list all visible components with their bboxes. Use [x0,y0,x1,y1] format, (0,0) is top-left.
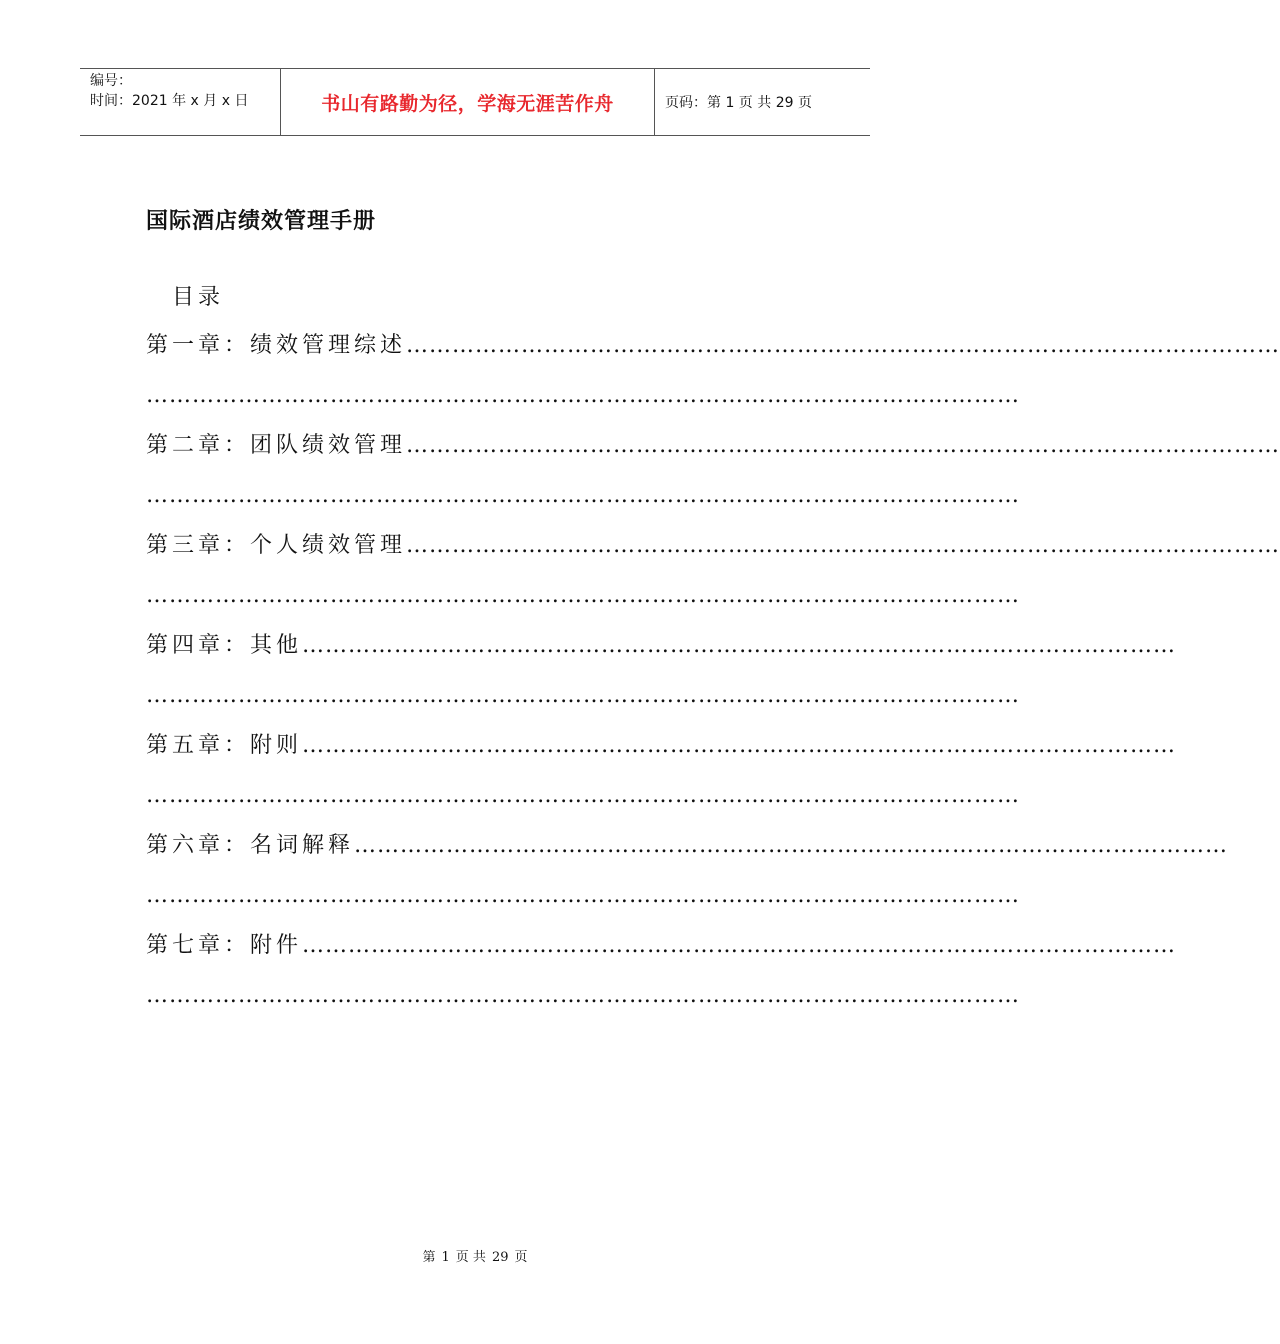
toc-leader-dots: …………………………………………………………………………………………………… [302,633,1177,658]
page-header [80,68,870,136]
toc-entry-chapter-3[interactable] [146,526,1280,626]
toc-heading: 目录 [172,285,225,310]
header-page-info: 页码：第 1 页 共 29 页 [665,95,812,111]
footer-page-suffix: 页 [514,1250,528,1265]
toc-leader-dots: …………………………………………………………………………………………………… [146,883,1020,908]
toc-entry-chapter-6[interactable] [146,826,1229,926]
toc-label: 第二章：团队绩效管理 [146,433,407,458]
toc-leader-dots: …………………………………………………………………………………………………… [146,483,1020,508]
footer-page-mid: 页 共 [455,1250,486,1265]
header-motto: 书山有路勤为径，学海无涯苦作舟 [321,92,614,115]
toc-leader-dots: …………………………………………………………………………………………………… [302,933,1177,958]
toc-label: 第一章：绩效管理综述 [146,333,407,358]
table-of-contents [146,326,1280,1026]
toc-entry-chapter-4[interactable] [146,626,1177,726]
toc-entry-chapter-7[interactable] [146,926,1177,1026]
toc-leader-dots: …………………………………………………………………………………………………… [302,733,1177,758]
header-meta-cell [80,69,281,135]
toc-entry-chapter-1[interactable] [146,326,1280,426]
toc-leader-dots: …………………………………………………………………………………………………… [146,383,1020,408]
toc-leader-dots: …………………………………………………………………………………………………… [146,683,1020,708]
toc-leader-dots: …………………………………………………………………………………………………… [146,783,1020,808]
toc-label: 第六章：名词解释 [146,833,355,858]
toc-label: 第四章：其他 [146,633,303,658]
footer-page-number: 1 [441,1250,450,1265]
toc-label: 第五章：附则 [146,733,303,758]
toc-leader-dots: …………………………………………………………………………………………………… [406,433,1280,458]
toc-entry-chapter-5[interactable] [146,726,1177,826]
document-number-label: 编号： [90,73,132,89]
toc-label: 第三章：个人绩效管理 [146,533,407,558]
toc-leader-dots: …………………………………………………………………………………………………… [146,583,1020,608]
document-time-label: 时间：2021 年 x 月 x 日 [90,93,249,109]
toc-entry-chapter-2[interactable] [146,426,1280,526]
toc-label: 第七章：附件 [146,933,303,958]
toc-leader-dots: …………………………………………………………………………………………………… [406,533,1280,558]
page-footer [0,1246,950,1265]
toc-leader-dots: …………………………………………………………………………………………………… [146,983,1020,1008]
header-motto-cell [281,69,655,135]
header-page-cell [655,69,870,135]
toc-leader-dots: …………………………………………………………………………………………………… [406,333,1280,358]
toc-leader-dots: …………………………………………………………………………………………………… [354,833,1229,858]
document-title: 国际酒店绩效管理手册 [146,209,377,234]
footer-page-total: 29 [491,1250,509,1265]
footer-page-prefix: 第 [422,1250,436,1265]
